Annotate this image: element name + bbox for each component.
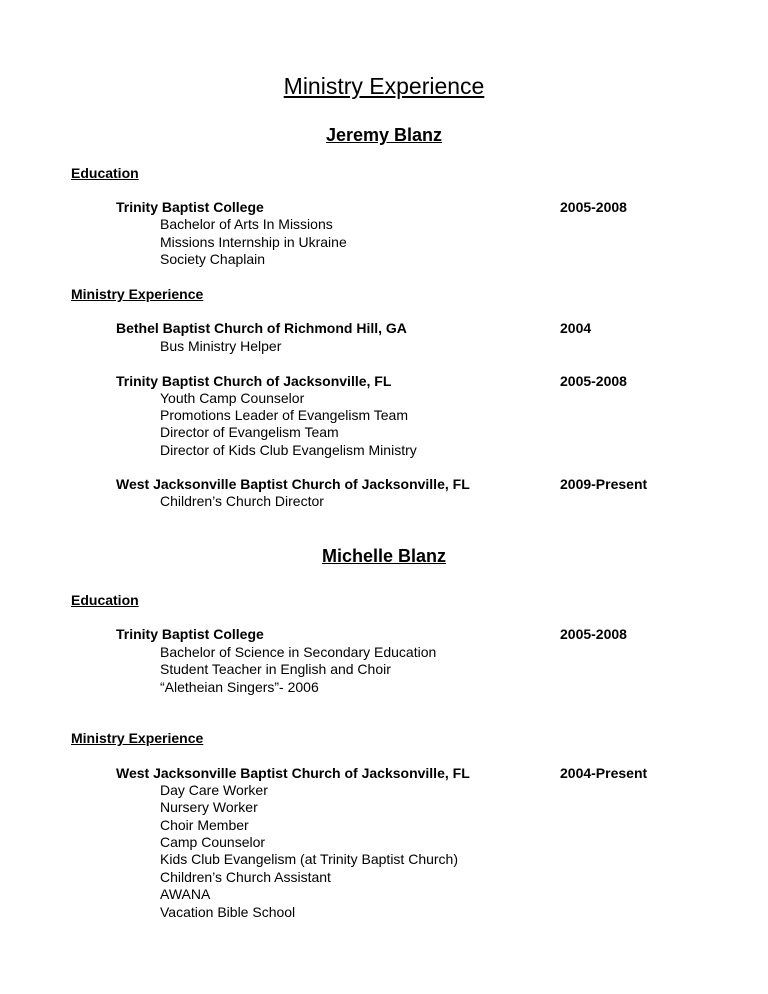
detail-line: Nursery Worker [160, 799, 258, 815]
org-name: West Jacksonville Baptist Church of Jacksonville, FL [116, 765, 470, 781]
detail-line: Day Care Worker [160, 782, 268, 798]
org-name: Trinity Baptist College [116, 199, 264, 215]
detail-line: Children’s Church Director [160, 493, 324, 509]
org-dates: 2005-2008 [560, 373, 627, 389]
detail-line: Camp Counselor [160, 834, 266, 850]
org-dates: 2005-2008 [560, 626, 627, 642]
org-dates: 2004-Present [560, 765, 648, 781]
detail-line: Youth Camp Counselor [160, 390, 305, 406]
org-dates: 2005-2008 [560, 199, 627, 215]
page-title: Ministry Experience [283, 73, 485, 99]
org-name: West Jacksonville Baptist Church of Jacksonville, FL [116, 476, 470, 492]
section-heading-ministry: Ministry Experience [71, 286, 204, 302]
detail-line: Bus Ministry Helper [160, 338, 282, 354]
detail-line: Vacation Bible School [160, 904, 296, 920]
detail-line: Bachelor of Arts In Missions [160, 216, 333, 232]
org-name: Bethel Baptist Church of Richmond Hill, GA [116, 320, 407, 336]
detail-line: Kids Club Evangelism (at Trinity Baptist Church) [160, 851, 458, 867]
detail-line: Student Teacher in English and Choir [160, 661, 391, 677]
detail-line: “Aletheian Singers”- 2006 [160, 679, 319, 695]
detail-line: Promotions Leader of Evangelism Team [160, 407, 408, 423]
org-name: Trinity Baptist College [116, 626, 264, 642]
detail-line: Missions Internship in Ukraine [160, 234, 347, 250]
section-heading-education: Education [71, 165, 139, 181]
detail-line: Children’s Church Assistant [160, 869, 331, 885]
org-dates: 2009-Present [560, 476, 648, 492]
org-dates: 2004 [560, 320, 592, 336]
detail-line: Society Chaplain [160, 251, 266, 267]
section-heading-education: Education [71, 592, 139, 608]
detail-line: AWANA [160, 886, 211, 902]
person-name-jeremy: Jeremy Blanz [325, 125, 443, 145]
detail-line: Bachelor of Science in Secondary Education [160, 644, 437, 660]
person-name-michelle: Michelle Blanz [321, 546, 447, 566]
org-name: Trinity Baptist Church of Jacksonville, FL [116, 373, 392, 389]
detail-line: Director of Kids Club Evangelism Ministry [160, 442, 417, 458]
section-heading-ministry: Ministry Experience [71, 730, 204, 746]
detail-line: Choir Member [160, 817, 249, 833]
detail-line: Director of Evangelism Team [160, 424, 339, 440]
